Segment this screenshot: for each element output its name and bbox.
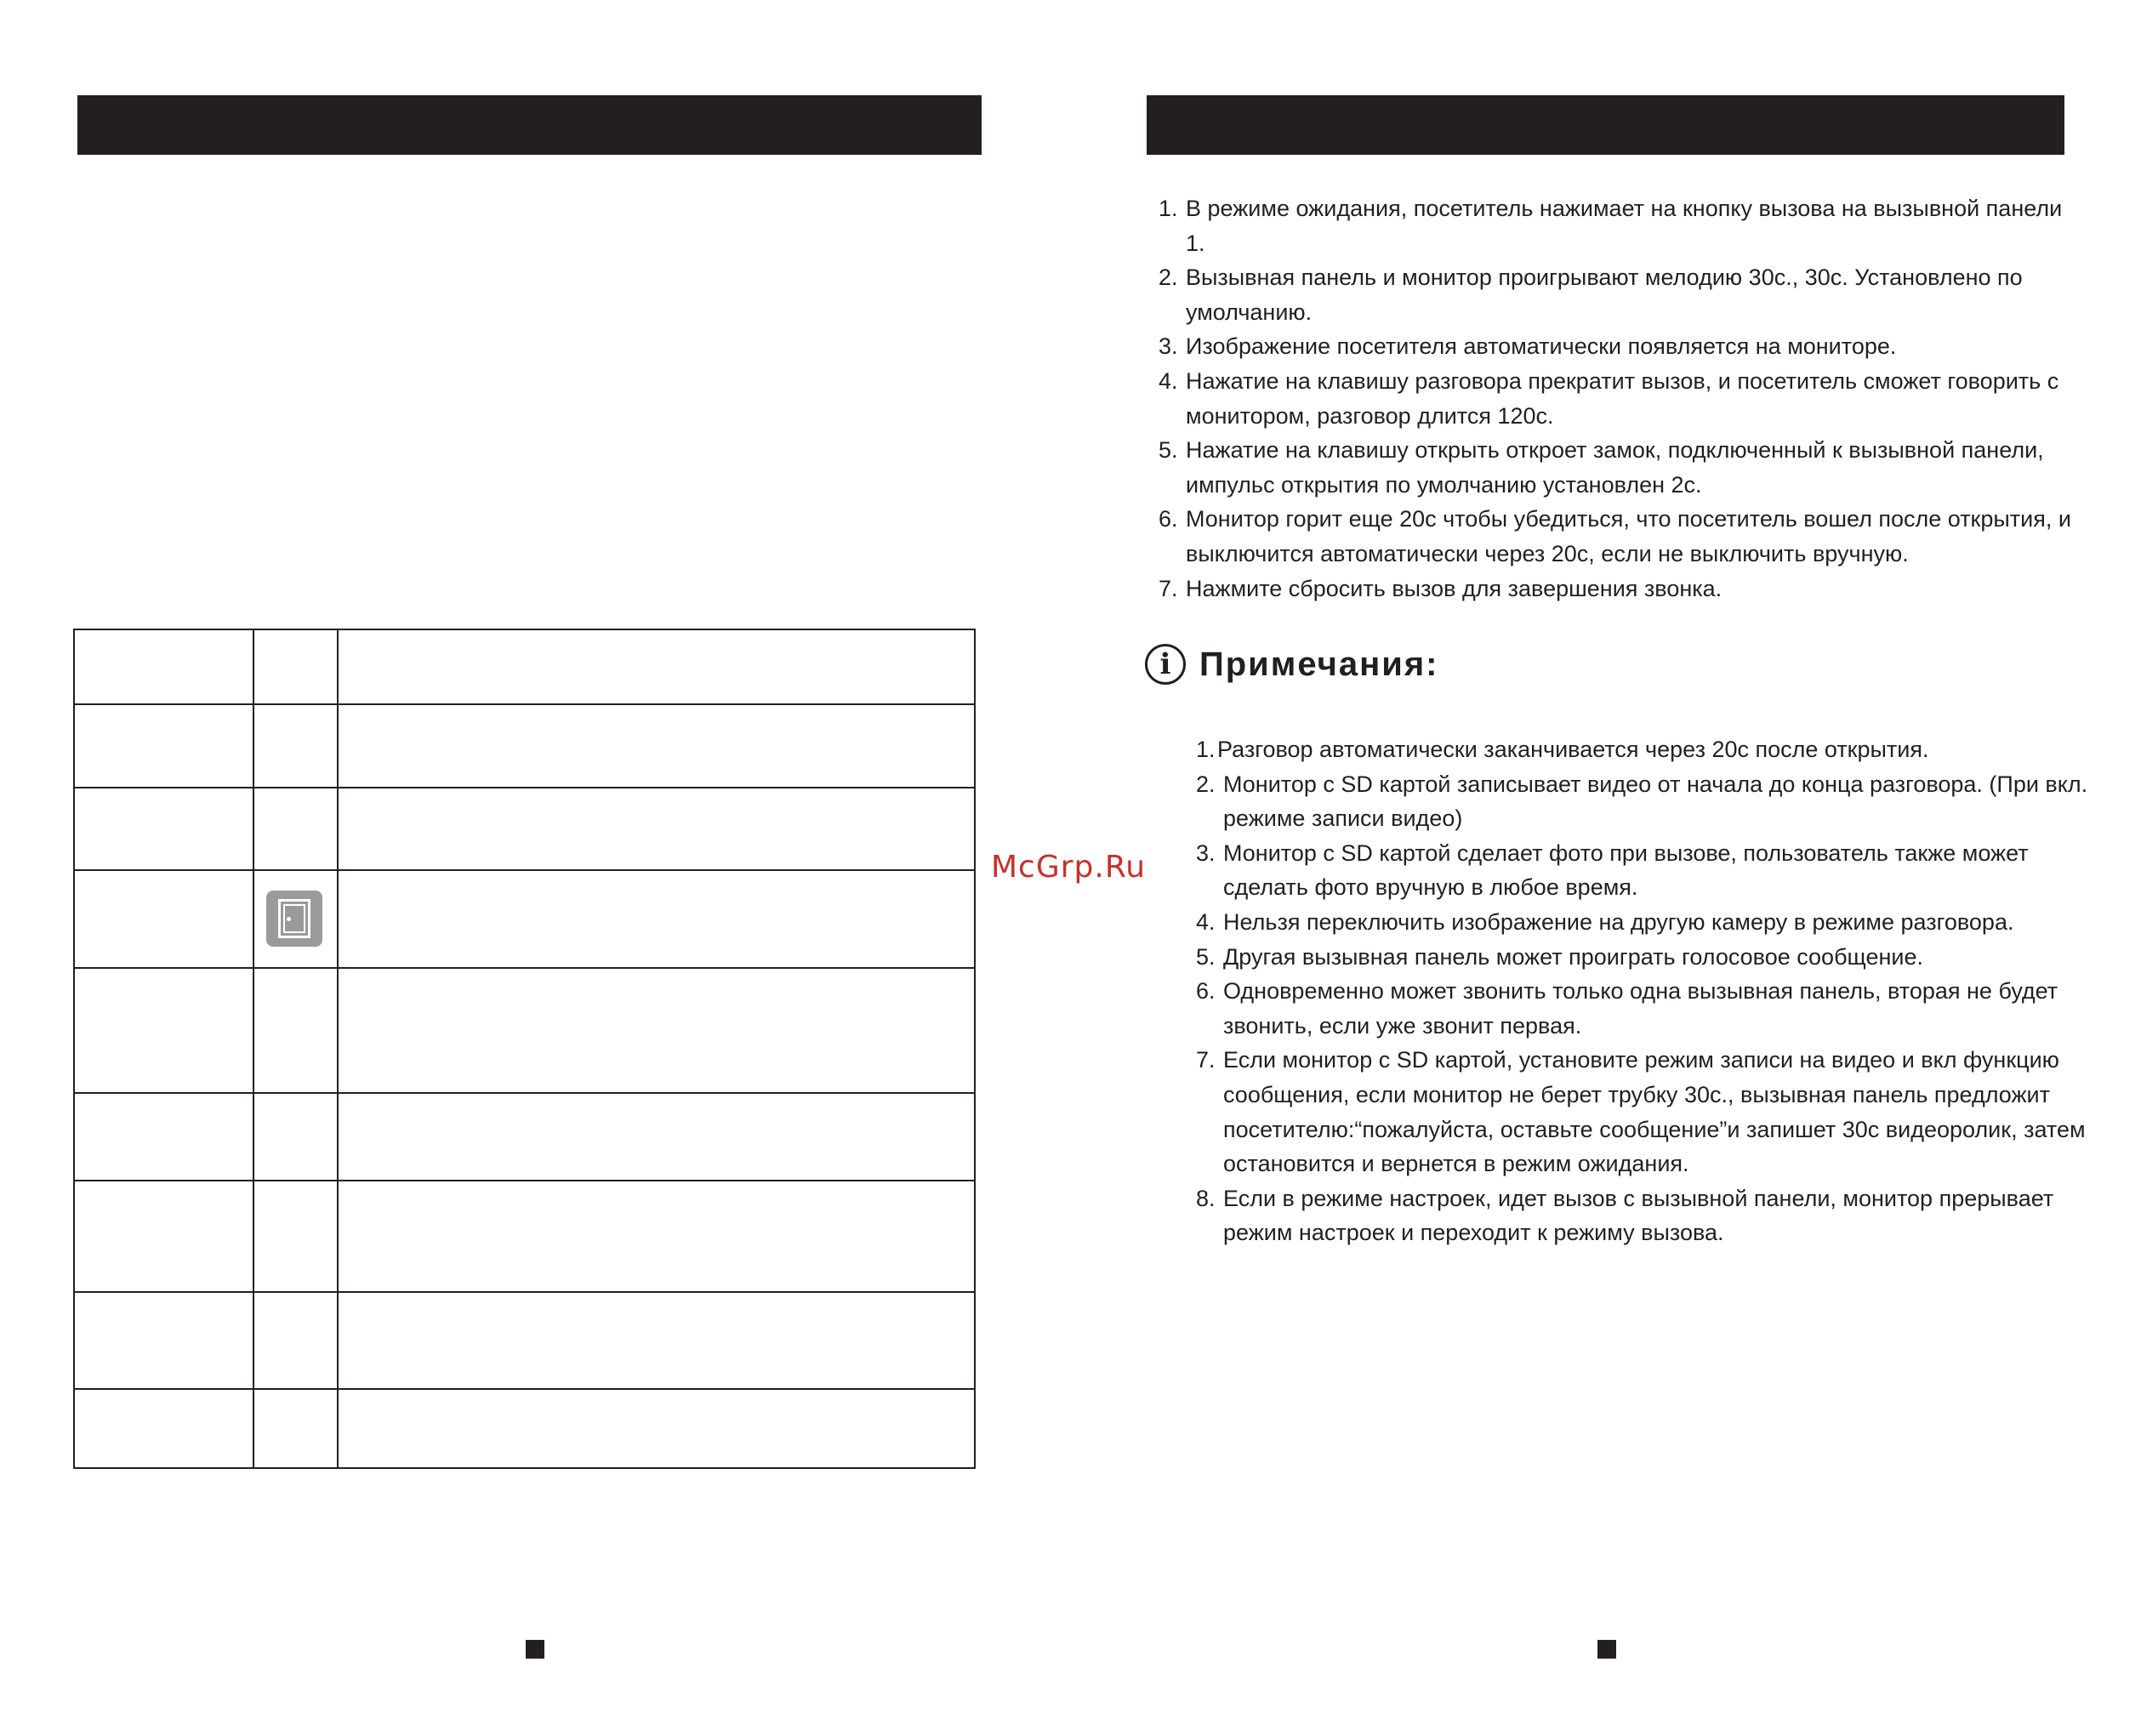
table-row-divider (75, 703, 974, 705)
door-icon (266, 891, 322, 947)
watermark-text: McGrp.Ru (991, 850, 1147, 885)
list-item: 6. Монитор горит еще 20с чтобы убедиться, что посетитель вошел после открытия, и выключится автоматически через 20с, если не выключить вручную. (1159, 506, 2071, 566)
list-item: 5. Другая вызывная панель может проиграть голосовое сообщение. (1196, 943, 1923, 970)
list-item: 5. Нажатие на клавишу открыть откроет замок, подключенный к вызывной панели, импульс открытия по умолчанию установлен 2с. (1159, 437, 2044, 498)
table-column-divider (337, 630, 339, 1467)
table-row-divider (75, 1180, 974, 1181)
list-item: 8. Если в режиме настроек, идет вызов с вызывной панели, монитор прерывает режим настроек и переходит к режиму вызова. (1196, 1185, 2054, 1246)
list-item: 7. Нажмите сбросить вызов для завершения звонка. (1159, 575, 1722, 601)
left-page-header-bar (77, 95, 982, 155)
list-item: 1. Разговор автоматически заканчивается через 20с после открытия. (1196, 737, 1929, 762)
list-item: 2. Монитор с SD картой записывает видео от начала до конца разговора. (При вкл. режиме записи видео) (1196, 771, 2088, 832)
list-item: 4. Нельзя переключить изображение на другую камеру в режиме разговора. (1196, 908, 2014, 935)
controls-table (73, 629, 976, 1469)
list-item: 3. Изображение посетителя автоматически появляется на мониторе. (1159, 333, 1897, 360)
notes-title: Примечания: (1199, 645, 1439, 683)
table-row-divider (75, 967, 974, 969)
list-item: 7. Если монитор с SD картой, установите режим записи на видео и вкл функцию сообщения, если монитор не берет трубку 30с., вызывная панель предложит посетителю:“пожалуйста, оставьте сообщение”и запишет 30с видеоролик, затем остановится и вернется в режим ожидания. (1196, 1047, 2086, 1177)
door-knob (287, 917, 291, 921)
list-item: 3. Монитор с SD картой сделает фото при вызове, пользователь также может сделать фото вручную в любое время. (1196, 840, 2029, 901)
call-steps-list (1159, 191, 2077, 606)
table-row-divider (75, 1388, 974, 1390)
table-row-divider (75, 869, 974, 871)
table-row-divider (75, 1291, 974, 1293)
list-item: 6. Одновременно может звонить только одна вызывная панель, вторая не будет звонить, если уже звонит первая. (1196, 978, 2058, 1039)
page-marker-right (1597, 1640, 1616, 1659)
list-item: 2. Вызывная панель и монитор проигрывают мелодию 30с., 30с. Установлено по умолчанию. (1159, 265, 2023, 325)
info-icon: i (1145, 644, 1186, 685)
page-marker-left (526, 1640, 544, 1659)
table-column-divider (253, 630, 254, 1467)
list-item: 4. Нажатие на клавишу разговора прекратит вызов, и посетитель сможет говорить с монитором, разговор длится 120с. (1159, 367, 2059, 429)
table-row-divider (75, 1092, 974, 1094)
notes-heading (1145, 640, 1439, 688)
list-item: 1. В режиме ожидания, посетитель нажимает на кнопку вызова на вызывной панели 1. (1159, 196, 2063, 256)
notes-list (1196, 732, 2089, 1250)
right-page-header-bar (1147, 95, 2064, 155)
table-row-divider (75, 787, 974, 788)
